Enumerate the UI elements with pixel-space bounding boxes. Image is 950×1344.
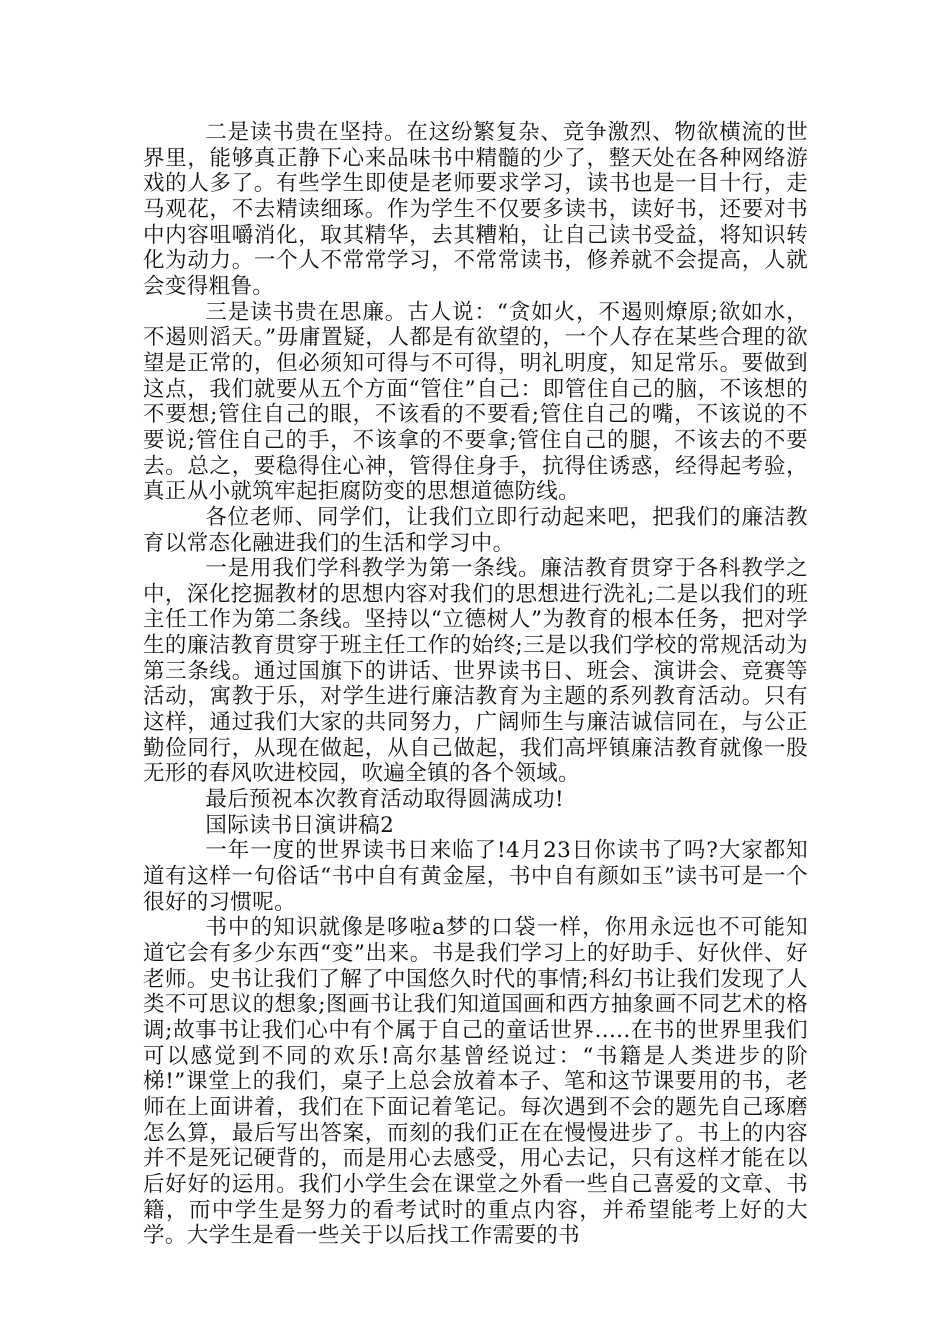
- paragraph-closing-wish: 最后预祝本次教育活动取得圆满成功!: [205, 787, 564, 813]
- document-body: [143, 120, 808, 1249]
- paragraph-reading-integrity: 三是读书贵在思廉。古人说：“贪如火，不遏则燎原;欲如水，不遏则滔天。”毋庸置疑，人都是有欲望的，一个人存在某些合理的欲望是正常的，但必须知可得与不可得，明礼明度，知足常乐。要做到这点，我们就要从五个方面“管住”自己：即管住自己的脑，不该想的不要想;管住自己的眼，不该看的不要看;管住自己的嘴，不该说的不要说;管住自己的手，不该拿的不要拿;管住自己的腿，不该去的不要去。总之，要稳得住心神，管得住身手，抗得住诱惑，经得起考验，真正从小就筑牢起拒腐防变的思想道德防线。: [143, 299, 808, 505]
- paragraph-call-to-action: 各位老师、同学们，让我们立即行动起来吧，把我们的廉洁教育以常态化融进我们的生活和学习中。: [143, 504, 808, 556]
- paragraph-knowledge-in-books: 书中的知识就像是哆啦a梦的口袋一样，你用永远也不可能知道它会有多少东西“变”出来。书是我们学习上的好助手、好伙伴、好老师。史书让我们了解了中国悠久时代的事情;科幻书让我们发现了人类不可思议的想象;图画书让我们知道国画和西方抽象画不同艺术的格调;故事书让我们心中有个属于自己的童话世界.....在书的世界里我们可以感觉到不同的欢乐!高尔基曾经说过：“书籍是人类进步的阶梯!”课堂上的我们，桌子上总会放着本子、笔和这节课要用的书，老师在上面讲着，我们在下面记着笔记。每次遇到不会的题先自己琢磨怎么算，最后写出答案，而刻的我们正在在慢慢进步了。书上的内容并不是死记硬背的，而是用心去感受，用心去记，只有这样才能在以后好好的运用。我们小学生会在课堂之外看一些自己喜爱的文章、书籍，而中学生是努力的看考试时的重点内容，并希望能考上好的大学。大学生是看一些关于以后找工作需要的书: [143, 915, 808, 1249]
- paragraph-reading-day-intro: 一年一度的世界读书日来临了!4月23日你读书了吗?大家都知道有这样一句俗话“书中自有黄金屋，书中自有颜如玉”读书可是一个很好的习惯呢。: [143, 838, 808, 915]
- paragraph-reading-persistence: 二是读书贵在坚持。在这纷繁复杂、竞争激烈、物欲横流的世界里，能够真正静下心来品味书中精髓的少了，整天处在各种网络游戏的人多了。有些学生即使是老师要求学习，读书也是一目十行，走马观花，不去精读细琢。作为学生不仅要多读书，读好书，还要对书中内容咀嚼消化，取其精华，去其糟粕，让自己读书受益，将知识转化为动力。一个人不常常学习，不常常读书，修养就不会提高，人就会变得粗鲁。: [143, 120, 808, 299]
- section-heading: 国际读书日演讲稿2: [205, 812, 395, 838]
- paragraph-three-lines: 一是用我们学科教学为第一条线。廉洁教育贯穿于各科教学之中，深化挖掘教材的思想内容对我们的思想进行洗礼;二是以我们的班主任工作为第二条线。坚持以“立德树人”为教育的根本任务，把对学生的廉洁教育贯穿于班主任工作的始终;三是以我们学校的常规活动为第三条线。通过国旗下的讲话、世界读书日、班会、演讲会、竞赛等活动，寓教于乐，对学生进行廉洁教育为主题的系列教育活动。只有这样，通过我们大家的共同努力，广阔师生与廉洁诚信同在，与公正勤俭同行，从现在做起，从自己做起，我们高坪镇廉洁教育就像一股无形的春风吹进校园，吹遍全镇的各个领域。: [143, 556, 808, 787]
